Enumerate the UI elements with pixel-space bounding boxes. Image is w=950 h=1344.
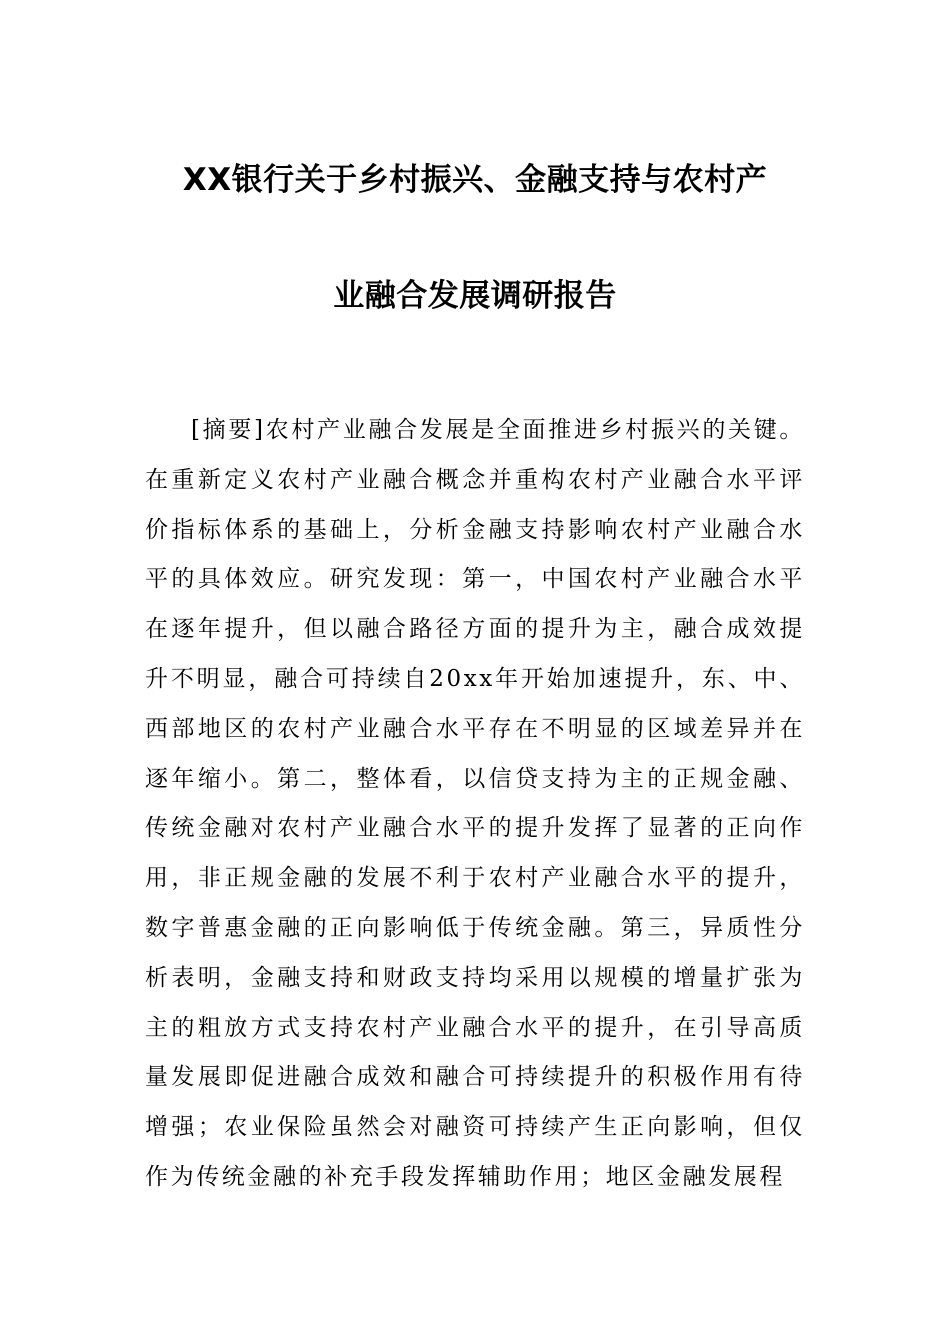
document-title-line-1: XX银行关于乡村振兴、金融支持与农村产 — [182, 162, 768, 198]
abstract-paragraph: [摘要]农村产业融合发展是全面推进乡村振兴的关键。在重新定义农村产业融合概念并重构农村产业融合水平评价指标体系的基础上，分析金融支持影响农村产业融合水平的具体效应。研究发现：第一，中国农村产业融合水平在逐年提升，但以融合路径方面的提升为主，融合成效提升不明显，融合可持续自20xx年开始加速提升，东、中、西部地区的农村产业融合水平存在不明显的区域差异并在逐年缩小。第二，整体看，以信贷支持为主的正规金融、传统金融对农村产业融合水平的提升发挥了显著的正向作用，非正规金融的发展不利于农村产业融合水平的提升，数字普惠金融的正向影响低于传统金融。第三，异质性分析表明，金融支持和财政支持均采用以规模的增量扩张为主的粗放方式支持农村产业融合水平的提升，在引导高质量发展即促进融合成效和融合可持续提升的积极作用有待增强；农业保险虽然会对融资可持续产生正向影响，但仅作为传统金融的补充手段发挥辅助作用；地区金融发展程 — [145, 417, 805, 1190]
document-title-line-2: 业融合发展调研报告 — [333, 278, 617, 314]
